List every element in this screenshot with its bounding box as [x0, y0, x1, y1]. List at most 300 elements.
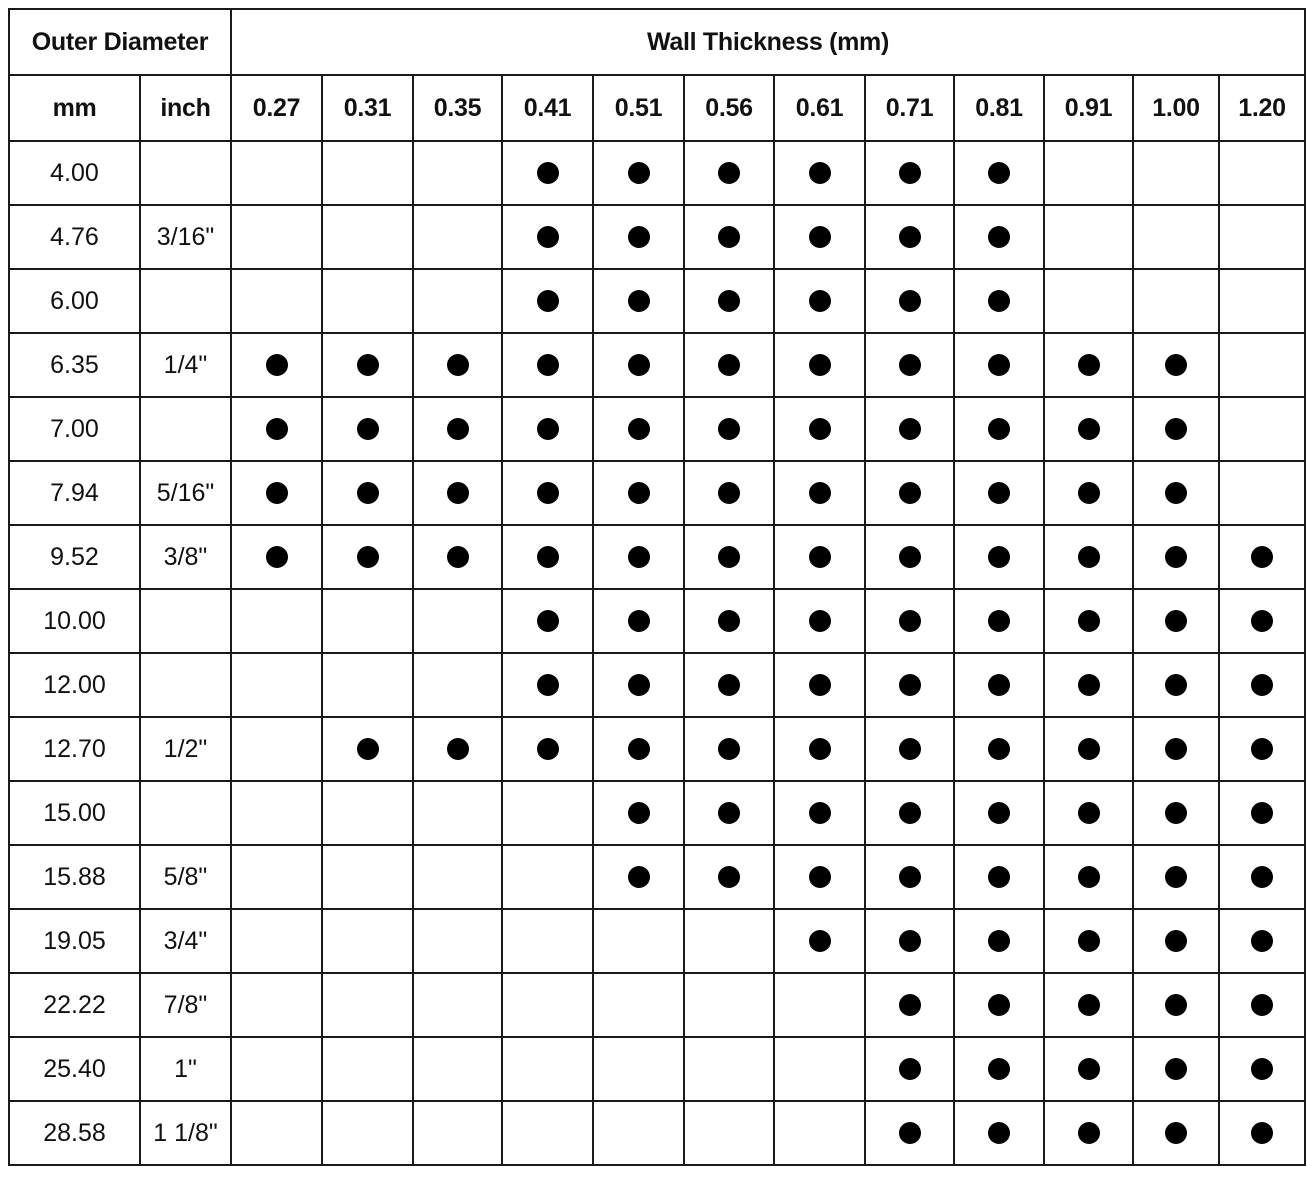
availability-cell [954, 333, 1044, 397]
availability-cell [865, 333, 954, 397]
table-row [9, 909, 1305, 973]
availability-cell [1044, 1101, 1133, 1165]
thickness-header: 1.00 [1133, 75, 1219, 141]
availability-cell [1219, 973, 1305, 1037]
inch-header: inch [140, 75, 231, 141]
available-dot-icon [1251, 738, 1273, 760]
available-dot-icon [628, 802, 650, 824]
availability-cell [684, 141, 774, 205]
availability-cell [413, 525, 502, 589]
availability-cell [502, 397, 593, 461]
available-dot-icon [809, 482, 831, 504]
thickness-header: 0.35 [413, 75, 502, 141]
available-dot-icon [1165, 1122, 1187, 1144]
mm-cell: 4.76 [9, 205, 140, 269]
available-dot-icon [899, 930, 921, 952]
available-dot-icon [537, 354, 559, 376]
availability-cell [684, 1101, 774, 1165]
availability-cell [593, 269, 684, 333]
available-dot-icon [718, 674, 740, 696]
available-dot-icon [809, 546, 831, 568]
available-dot-icon [266, 546, 288, 568]
thickness-header: 0.71 [865, 75, 954, 141]
availability-cell [865, 525, 954, 589]
available-dot-icon [988, 866, 1010, 888]
availability-cell [1133, 141, 1219, 205]
availability-cell [954, 461, 1044, 525]
availability-cell [1044, 461, 1133, 525]
availability-cell [954, 653, 1044, 717]
available-dot-icon [537, 226, 559, 248]
available-dot-icon [988, 546, 1010, 568]
availability-cell [413, 269, 502, 333]
available-dot-icon [537, 418, 559, 440]
availability-cell [502, 589, 593, 653]
availability-cell [502, 269, 593, 333]
inch-cell: 1" [140, 1037, 231, 1101]
available-dot-icon [628, 738, 650, 760]
availability-cell [413, 845, 502, 909]
outer-diameter-header: Outer Diameter [9, 9, 231, 75]
available-dot-icon [718, 738, 740, 760]
table-row [9, 781, 1305, 845]
availability-cell [593, 461, 684, 525]
availability-cell [954, 909, 1044, 973]
available-dot-icon [628, 418, 650, 440]
availability-cell [231, 205, 322, 269]
availability-cell [1044, 397, 1133, 461]
available-dot-icon [899, 226, 921, 248]
availability-cell [954, 845, 1044, 909]
availability-cell [231, 269, 322, 333]
thickness-header: 0.56 [684, 75, 774, 141]
table-row [9, 1101, 1305, 1165]
availability-cell [1044, 845, 1133, 909]
availability-cell [593, 973, 684, 1037]
availability-cell [593, 1037, 684, 1101]
available-dot-icon [1251, 866, 1273, 888]
availability-cell [1133, 333, 1219, 397]
available-dot-icon [988, 162, 1010, 184]
inch-cell [140, 781, 231, 845]
available-dot-icon [628, 610, 650, 632]
available-dot-icon [1078, 994, 1100, 1016]
available-dot-icon [447, 738, 469, 760]
availability-cell [684, 781, 774, 845]
available-dot-icon [809, 290, 831, 312]
available-dot-icon [628, 290, 650, 312]
availability-cell [322, 333, 413, 397]
availability-cell [684, 333, 774, 397]
availability-cell [322, 205, 413, 269]
availability-cell [413, 1101, 502, 1165]
available-dot-icon [899, 1122, 921, 1144]
table-row [9, 333, 1305, 397]
available-dot-icon [988, 994, 1010, 1016]
available-dot-icon [809, 674, 831, 696]
mm-cell: 10.00 [9, 589, 140, 653]
availability-cell [1133, 973, 1219, 1037]
available-dot-icon [357, 418, 379, 440]
available-dot-icon [718, 162, 740, 184]
available-dot-icon [1078, 930, 1100, 952]
availability-cell [322, 909, 413, 973]
availability-cell [954, 525, 1044, 589]
available-dot-icon [988, 482, 1010, 504]
availability-cell [502, 141, 593, 205]
availability-cell [502, 1101, 593, 1165]
availability-cell [1133, 717, 1219, 781]
availability-cell [502, 1037, 593, 1101]
availability-cell [774, 333, 865, 397]
availability-cell [954, 1037, 1044, 1101]
table-row [9, 397, 1305, 461]
available-dot-icon [628, 162, 650, 184]
inch-cell: 1/2" [140, 717, 231, 781]
available-dot-icon [809, 866, 831, 888]
availability-cell [774, 909, 865, 973]
thickness-header: 0.51 [593, 75, 684, 141]
availability-cell [502, 717, 593, 781]
available-dot-icon [1165, 354, 1187, 376]
availability-cell [413, 397, 502, 461]
availability-cell [231, 653, 322, 717]
mm-cell: 12.70 [9, 717, 140, 781]
availability-cell [231, 1037, 322, 1101]
availability-cell [231, 141, 322, 205]
thickness-header: 0.27 [231, 75, 322, 141]
availability-cell [865, 461, 954, 525]
availability-cell [593, 333, 684, 397]
available-dot-icon [718, 226, 740, 248]
availability-cell [1219, 141, 1305, 205]
mm-header: mm [9, 75, 140, 141]
availability-cell [684, 1037, 774, 1101]
availability-cell [954, 141, 1044, 205]
availability-cell [684, 973, 774, 1037]
availability-cell [865, 845, 954, 909]
availability-cell [413, 205, 502, 269]
availability-cell [954, 205, 1044, 269]
inch-cell: 3/16" [140, 205, 231, 269]
available-dot-icon [718, 482, 740, 504]
available-dot-icon [988, 290, 1010, 312]
thickness-header: 0.31 [322, 75, 413, 141]
available-dot-icon [1251, 1122, 1273, 1144]
inch-cell: 1 1/8" [140, 1101, 231, 1165]
available-dot-icon [988, 418, 1010, 440]
available-dot-icon [1078, 482, 1100, 504]
mm-cell: 6.00 [9, 269, 140, 333]
available-dot-icon [988, 738, 1010, 760]
mm-cell: 15.88 [9, 845, 140, 909]
availability-cell [1219, 589, 1305, 653]
availability-cell [1044, 909, 1133, 973]
availability-cell [502, 461, 593, 525]
availability-cell [774, 589, 865, 653]
availability-cell [684, 909, 774, 973]
available-dot-icon [899, 866, 921, 888]
availability-cell [1133, 525, 1219, 589]
availability-cell [413, 141, 502, 205]
available-dot-icon [899, 1058, 921, 1080]
inch-cell: 3/8" [140, 525, 231, 589]
availability-cell [774, 525, 865, 589]
availability-cell [1044, 205, 1133, 269]
available-dot-icon [718, 802, 740, 824]
available-dot-icon [809, 418, 831, 440]
available-dot-icon [1165, 674, 1187, 696]
availability-cell [1219, 1101, 1305, 1165]
table-row [9, 269, 1305, 333]
mm-cell: 12.00 [9, 653, 140, 717]
availability-cell [502, 333, 593, 397]
mm-cell: 22.22 [9, 973, 140, 1037]
available-dot-icon [266, 482, 288, 504]
availability-cell [1219, 397, 1305, 461]
available-dot-icon [988, 1122, 1010, 1144]
availability-cell [1133, 397, 1219, 461]
available-dot-icon [718, 290, 740, 312]
mm-cell: 4.00 [9, 141, 140, 205]
availability-cell [1219, 909, 1305, 973]
availability-cell [774, 205, 865, 269]
available-dot-icon [809, 610, 831, 632]
availability-cell [684, 653, 774, 717]
availability-cell [1044, 589, 1133, 653]
available-dot-icon [357, 546, 379, 568]
availability-cell [1133, 1101, 1219, 1165]
inch-cell: 3/4" [140, 909, 231, 973]
availability-cell [322, 141, 413, 205]
availability-cell [774, 269, 865, 333]
availability-cell [954, 397, 1044, 461]
availability-cell [502, 973, 593, 1037]
availability-cell [1044, 333, 1133, 397]
inch-cell: 7/8" [140, 973, 231, 1037]
available-dot-icon [899, 674, 921, 696]
availability-cell [1133, 589, 1219, 653]
table-row [9, 205, 1305, 269]
availability-cell [1133, 461, 1219, 525]
availability-cell [774, 973, 865, 1037]
availability-cell [413, 589, 502, 653]
thickness-header: 0.61 [774, 75, 865, 141]
table-row [9, 653, 1305, 717]
availability-cell [865, 973, 954, 1037]
availability-table [8, 8, 1306, 1166]
availability-cell [865, 781, 954, 845]
inch-cell: 5/8" [140, 845, 231, 909]
mm-cell: 7.00 [9, 397, 140, 461]
available-dot-icon [628, 226, 650, 248]
availability-cell [684, 589, 774, 653]
available-dot-icon [899, 546, 921, 568]
available-dot-icon [1165, 994, 1187, 1016]
mm-cell: 9.52 [9, 525, 140, 589]
mm-cell: 25.40 [9, 1037, 140, 1101]
available-dot-icon [988, 1058, 1010, 1080]
availability-cell [865, 397, 954, 461]
availability-cell [954, 717, 1044, 781]
available-dot-icon [1078, 546, 1100, 568]
availability-cell [774, 1037, 865, 1101]
availability-cell [231, 717, 322, 781]
availability-cell [1133, 909, 1219, 973]
available-dot-icon [266, 354, 288, 376]
available-dot-icon [1078, 866, 1100, 888]
thickness-header: 0.41 [502, 75, 593, 141]
availability-cell [954, 589, 1044, 653]
availability-cell [593, 141, 684, 205]
available-dot-icon [899, 290, 921, 312]
available-dot-icon [899, 802, 921, 824]
inch-cell: 1/4" [140, 333, 231, 397]
available-dot-icon [718, 418, 740, 440]
availability-cell [231, 973, 322, 1037]
availability-cell [413, 717, 502, 781]
available-dot-icon [809, 162, 831, 184]
availability-cell [1219, 461, 1305, 525]
availability-cell [231, 461, 322, 525]
header-row-top [9, 9, 1305, 75]
available-dot-icon [718, 546, 740, 568]
availability-cell [865, 205, 954, 269]
availability-cell [413, 909, 502, 973]
available-dot-icon [537, 610, 559, 632]
available-dot-icon [1251, 674, 1273, 696]
availability-cell [865, 269, 954, 333]
available-dot-icon [1251, 802, 1273, 824]
availability-cell [231, 589, 322, 653]
availability-cell [322, 781, 413, 845]
available-dot-icon [628, 354, 650, 376]
availability-cell [1133, 269, 1219, 333]
available-dot-icon [1165, 738, 1187, 760]
available-dot-icon [447, 418, 469, 440]
availability-cell [413, 973, 502, 1037]
availability-cell [865, 1101, 954, 1165]
mm-cell: 19.05 [9, 909, 140, 973]
availability-cell [865, 717, 954, 781]
available-dot-icon [537, 290, 559, 312]
availability-cell [684, 525, 774, 589]
availability-cell [231, 781, 322, 845]
availability-cell [593, 909, 684, 973]
availability-cell [413, 1037, 502, 1101]
available-dot-icon [1165, 418, 1187, 440]
mm-cell: 7.94 [9, 461, 140, 525]
available-dot-icon [357, 482, 379, 504]
available-dot-icon [1165, 610, 1187, 632]
available-dot-icon [899, 610, 921, 632]
availability-cell [774, 717, 865, 781]
availability-cell [684, 269, 774, 333]
available-dot-icon [537, 738, 559, 760]
mm-cell: 28.58 [9, 1101, 140, 1165]
available-dot-icon [537, 546, 559, 568]
available-dot-icon [988, 802, 1010, 824]
availability-cell [502, 205, 593, 269]
available-dot-icon [809, 802, 831, 824]
available-dot-icon [628, 482, 650, 504]
available-dot-icon [899, 738, 921, 760]
available-dot-icon [899, 354, 921, 376]
available-dot-icon [1078, 674, 1100, 696]
available-dot-icon [447, 546, 469, 568]
available-dot-icon [1078, 802, 1100, 824]
availability-cell [1219, 525, 1305, 589]
available-dot-icon [537, 162, 559, 184]
availability-cell [231, 397, 322, 461]
availability-cell [684, 461, 774, 525]
availability-cell [1133, 1037, 1219, 1101]
availability-cell [774, 461, 865, 525]
availability-cell [774, 1101, 865, 1165]
available-dot-icon [1165, 482, 1187, 504]
header-row-units [9, 75, 1305, 141]
available-dot-icon [447, 354, 469, 376]
availability-cell [1044, 717, 1133, 781]
availability-cell [774, 781, 865, 845]
availability-cell [231, 525, 322, 589]
available-dot-icon [628, 866, 650, 888]
inch-cell [140, 269, 231, 333]
available-dot-icon [809, 930, 831, 952]
table-row [9, 461, 1305, 525]
availability-cell [1044, 781, 1133, 845]
availability-cell [1219, 653, 1305, 717]
availability-cell [774, 845, 865, 909]
availability-cell [1044, 269, 1133, 333]
availability-cell [593, 845, 684, 909]
available-dot-icon [1078, 418, 1100, 440]
availability-cell [502, 909, 593, 973]
availability-cell [322, 397, 413, 461]
availability-cell [593, 717, 684, 781]
available-dot-icon [1078, 610, 1100, 632]
availability-cell [322, 1037, 413, 1101]
mm-cell: 6.35 [9, 333, 140, 397]
availability-cell [865, 1037, 954, 1101]
availability-cell [593, 653, 684, 717]
available-dot-icon [899, 482, 921, 504]
availability-cell [865, 589, 954, 653]
availability-cell [1219, 1037, 1305, 1101]
availability-cell [954, 269, 1044, 333]
wall-thickness-header: Wall Thickness (mm) [231, 9, 1305, 75]
table-row [9, 141, 1305, 205]
availability-cell [954, 781, 1044, 845]
table-row [9, 589, 1305, 653]
availability-cell [865, 653, 954, 717]
availability-cell [502, 845, 593, 909]
available-dot-icon [988, 930, 1010, 952]
available-dot-icon [537, 674, 559, 696]
availability-cell [774, 397, 865, 461]
available-dot-icon [1078, 738, 1100, 760]
availability-cell [502, 525, 593, 589]
table-row [9, 1037, 1305, 1101]
availability-cell [1044, 141, 1133, 205]
availability-cell [413, 653, 502, 717]
availability-cell [684, 717, 774, 781]
availability-cell [322, 525, 413, 589]
available-dot-icon [357, 738, 379, 760]
availability-cell [322, 589, 413, 653]
availability-cell [865, 141, 954, 205]
available-dot-icon [988, 610, 1010, 632]
